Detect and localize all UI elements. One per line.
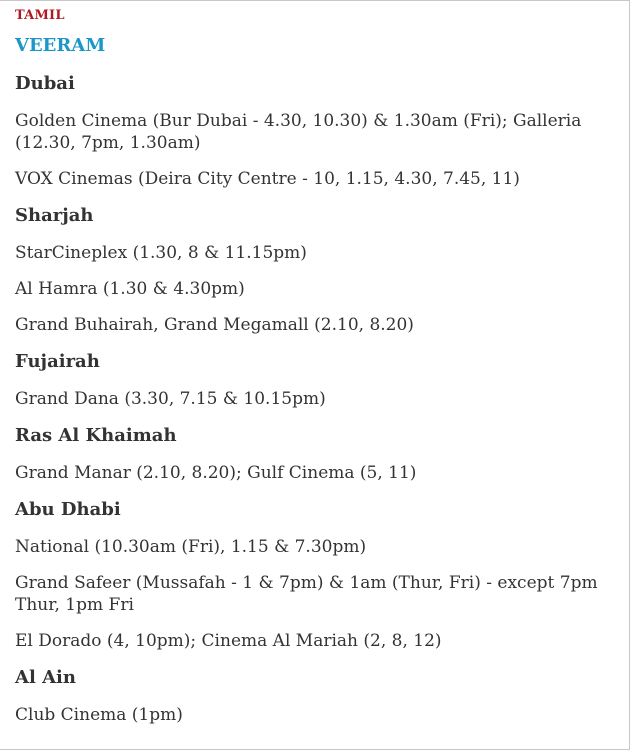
film-title: VEERAM [15, 35, 106, 56]
cinema-listing: Grand Dana (3.30, 7.15 & 10.15pm) [15, 389, 326, 409]
cinema-listing: Al Hamra (1.30 & 4.30pm) [15, 279, 245, 299]
city-heading-dubai: Dubai [15, 73, 75, 94]
cinema-listing: Club Cinema (1pm) [15, 705, 183, 725]
city-heading-fujairah: Fujairah [15, 351, 100, 372]
listing-content [15, 7, 615, 726]
city-heading-abu-dhabi: Abu Dhabi [15, 499, 121, 520]
cinema-listing: National (10.30am (Fri), 1.15 & 7.30pm) [15, 537, 367, 557]
cinema-listing: Golden Cinema (Bur Dubai - 4.30, 10.30) & 1.30am (Fri); Galleria (12.30, 7pm, 1.30am) [15, 111, 582, 153]
genre-label: TAMIL [15, 8, 65, 23]
city-heading-ras-al-khaimah: Ras Al Khaimah [15, 425, 177, 446]
cinema-listing: El Dorado (4, 10pm); Cinema Al Mariah (2, 8, 12) [15, 631, 442, 651]
city-heading-sharjah: Sharjah [15, 205, 94, 226]
cinema-listing: Grand Manar (2.10, 8.20); Gulf Cinema (5, 11) [15, 463, 417, 483]
cinema-listing: Grand Safeer (Mussafah - 1 & 7pm) & 1am (Thur, Fri) - except 7pm Thur, 1pm Fri [15, 573, 598, 615]
city-heading-al-ain: Al Ain [15, 667, 76, 688]
cinema-listing: Grand Buhairah, Grand Megamall (2.10, 8.20) [15, 315, 414, 335]
cinema-listing: StarCineplex (1.30, 8 & 11.15pm) [15, 243, 307, 263]
cinema-listing: VOX Cinemas (Deira City Centre - 10, 1.15, 4.30, 7.45, 11) [15, 169, 520, 189]
